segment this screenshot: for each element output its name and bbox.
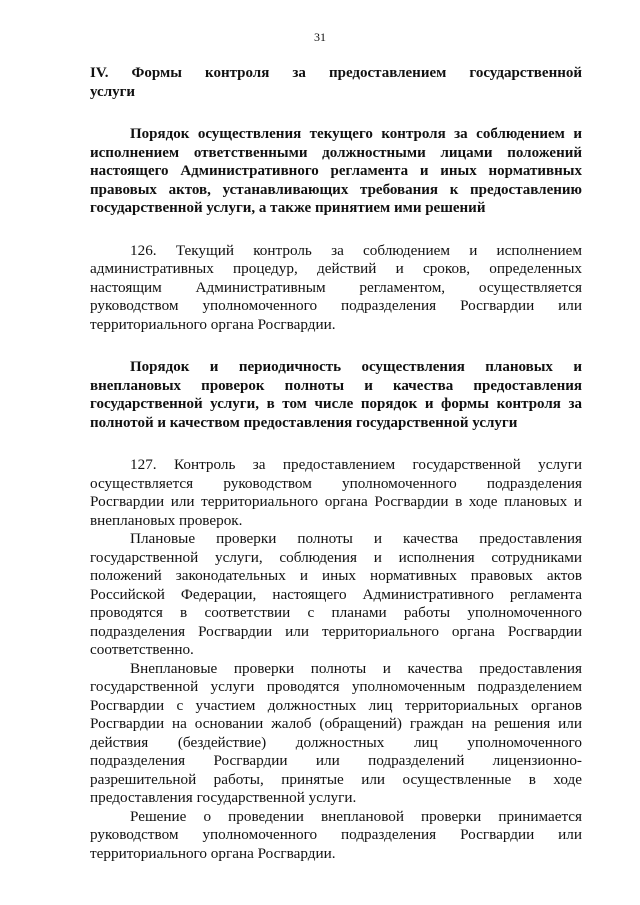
paragraph-line: 127. Контроль за предоставлением государственной услуги (130, 456, 582, 473)
heading-line: настоящего Административного регламента и иных нормативных (90, 163, 582, 179)
paragraph-line: руководством уполномоченного подразделения Росгвардии или (90, 826, 582, 843)
paragraph-line: Плановые проверки полноты и качества предоставления (130, 530, 582, 547)
paragraph-line: руководством уполномоченного подразделения Росгвардии или (90, 297, 582, 314)
paragraph-line: соответственно. (90, 641, 194, 658)
paragraph-line: Росгвардии или территориального органа Росгвардии в ходе плановых и (90, 493, 582, 510)
page-content (90, 64, 582, 863)
paragraph-line: положений законодательных и иных нормативных правовых актов (90, 567, 582, 584)
heading-line: государственной услуги, в том числе порядок и формы контроля за (90, 396, 582, 412)
heading-line: правовых актов, устанавливающих требования к предоставлению (90, 181, 582, 198)
paragraph-line: территориального органа Росгвардии. (90, 315, 336, 333)
paragraph-127 (90, 456, 582, 530)
paragraph-line: проводятся в соответствии с планами работы уполномоченного (90, 604, 582, 621)
paragraph-line: Российской Федерации, настоящего Административного регламента (90, 585, 582, 603)
paragraph-line: предоставления государственной услуги. (90, 789, 357, 806)
section-heading-iv (90, 64, 582, 101)
heading-line: исполнением ответственными должностными лицами положений (90, 144, 582, 161)
paragraph-line: Внеплановые проверки полноты и качества предоставления (130, 659, 582, 677)
paragraph-unplanned-decision (90, 808, 582, 864)
paragraph-line: территориального органа Росгвардии. (90, 844, 336, 862)
paragraph-line: Росгвардии на основании жалоб (обращений) граждан на решения или (90, 715, 582, 732)
paragraph-line: подразделения Росгвардии или подразделений лицензионно- (90, 752, 582, 769)
paragraph-unplanned-inspections (90, 660, 582, 808)
paragraph-126 (90, 242, 582, 335)
paragraph-line: осуществляется руководством уполномоченного подразделения (90, 474, 582, 492)
heading-line: Порядок осуществления текущего контроля за соблюдением и (130, 126, 582, 142)
subheading-inspections (90, 358, 582, 432)
heading-line: государственной услуги, а также принятием ими решений (90, 200, 486, 216)
paragraph-line: государственной услуги, соблюдения и исполнения сотрудниками (90, 548, 582, 566)
paragraph-line: Решение о проведении внеплановой проверки принимается (130, 807, 582, 825)
paragraph-line: разрешительной работы, принятые или осуществленные в ходе (90, 770, 582, 788)
page-number: 31 (314, 30, 326, 44)
paragraph-line: государственной услуги проводятся уполномоченным подразделением (90, 678, 582, 695)
heading-line: Порядок и периодичность осуществления плановых и (130, 359, 582, 375)
paragraph-line: Росгвардии с участием должностных лиц территориальных органов (90, 696, 582, 714)
paragraph-line: действия (бездействие) должностных лиц уполномоченного (90, 733, 582, 751)
subheading-current-control (90, 125, 582, 218)
paragraph-line: подразделения Росгвардии или территориального органа Росгвардии (90, 622, 582, 640)
paragraph-planned-inspections (90, 530, 582, 660)
paragraph-line: 126. Текущий контроль за соблюдением и исполнением (130, 241, 582, 259)
paragraph-line: настоящим Административным регламентом, осуществляется (90, 278, 582, 296)
heading-line: полнотой и качеством предоставления государственной услуги (90, 414, 518, 431)
heading-line: услуги (90, 83, 136, 100)
heading-line: IV. Формы контроля за предоставлением государственной (90, 65, 582, 81)
paragraph-line: административных процедур, действий и сроков, определенных (90, 260, 582, 277)
paragraph-line: внеплановых проверок. (90, 511, 243, 529)
heading-line: внеплановых проверок полноты и качества предоставления (90, 377, 582, 394)
